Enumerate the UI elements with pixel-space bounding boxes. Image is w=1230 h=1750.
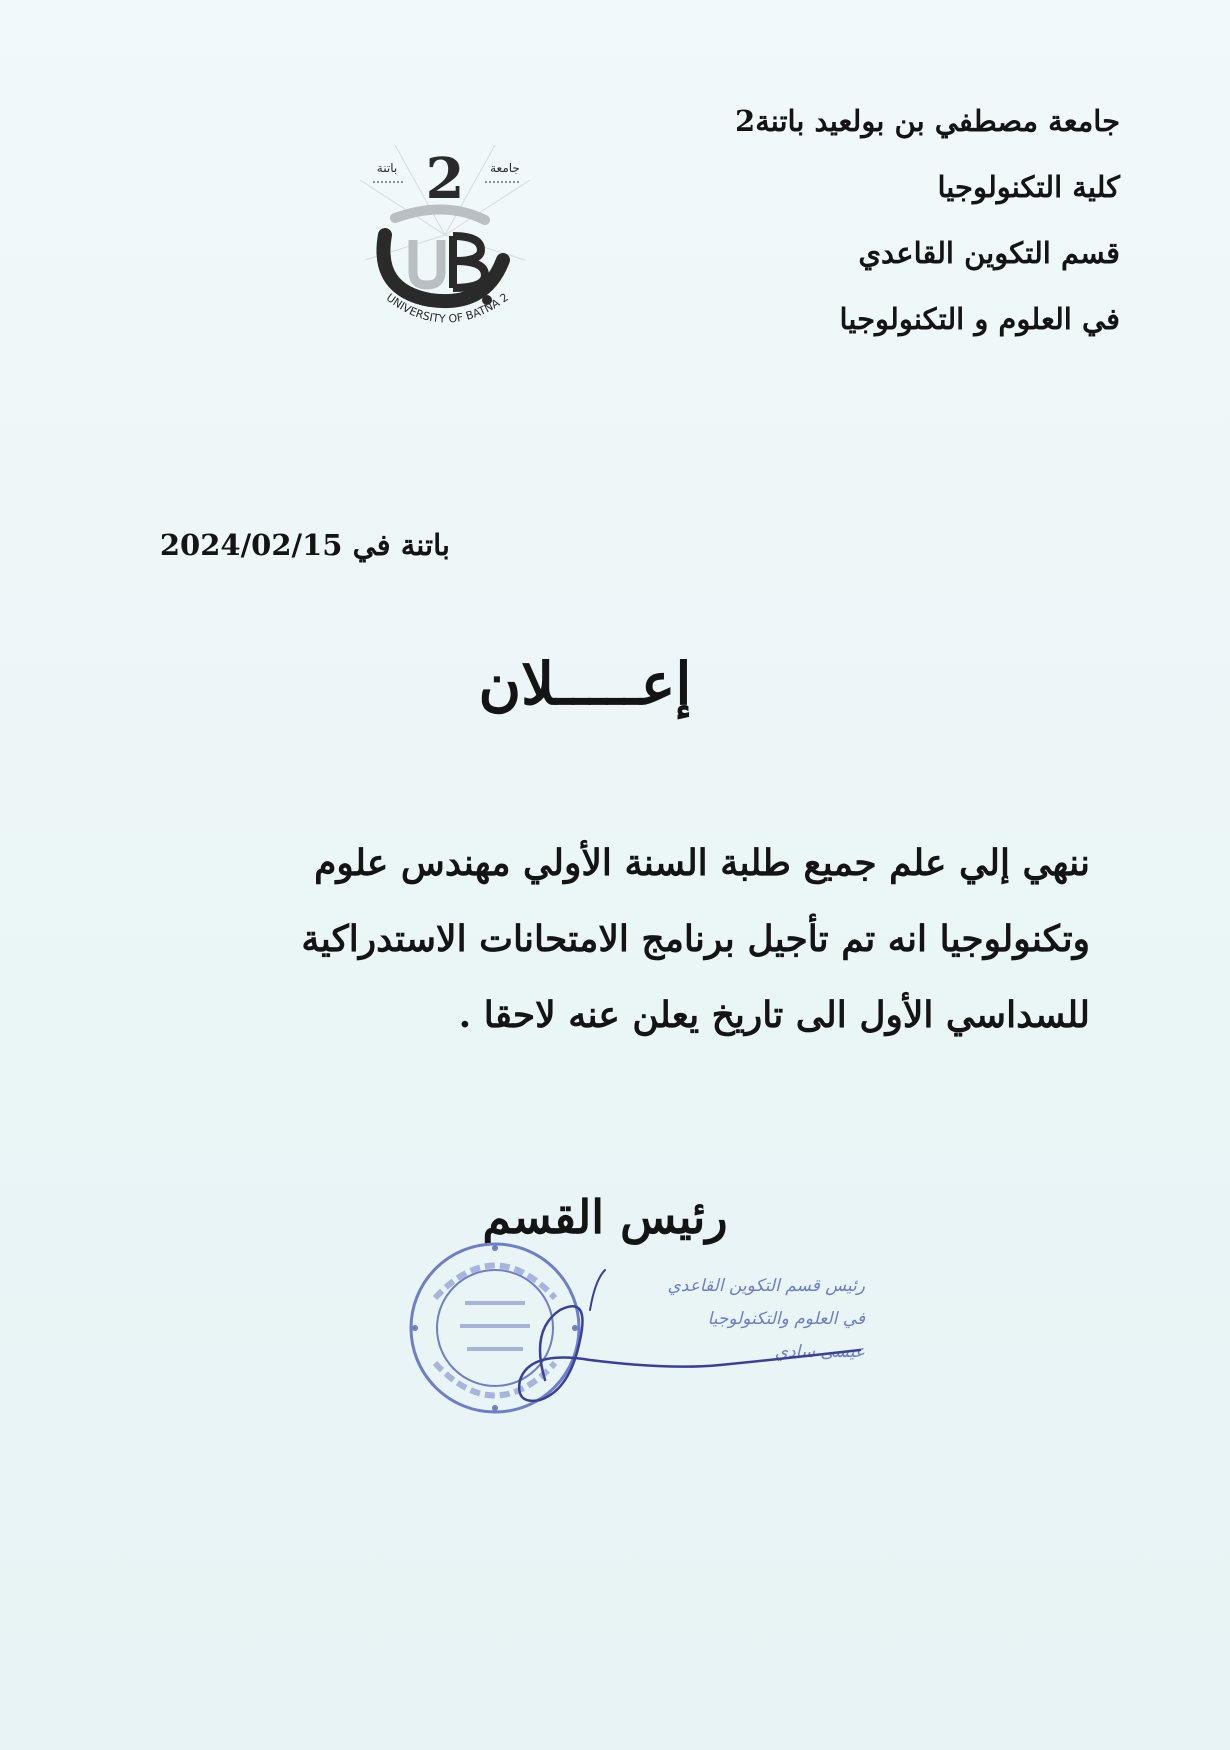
- svg-text:باتنة: باتنة: [376, 161, 398, 175]
- announcement-line: للسداسي الأول الى تاريخ يعلن عنه لاحقا .: [458, 994, 1090, 1036]
- department-field: في العلوم و التكنولوجيا: [839, 302, 1120, 336]
- university-name: جامعة مصطفي بن بولعيد باتنة2: [735, 104, 1120, 138]
- stamp-line: رئيس قسم التكوين القاعدي: [667, 1276, 865, 1296]
- stamp-line: عيسى سادي: [774, 1342, 865, 1362]
- university-of-batna-2-logo-icon: [355, 140, 535, 335]
- signer-title: رئيس القسم: [482, 1190, 728, 1244]
- handwritten-signature-icon: [470, 1250, 870, 1420]
- faculty-name: كلية التكنولوجيا: [937, 170, 1120, 204]
- date-line: باتنة في 2024/02/15: [159, 528, 450, 562]
- svg-text:UNIVERSITY OF BATNA 2: UNIVERSITY OF BATNA 2: [383, 290, 511, 326]
- announcement-line: ننهي إلي علم جميع طلبة السنة الأولي مهندس علوم: [314, 842, 1090, 884]
- announcement-line: وتكنولوجيا انه تم تأجيل برنامج الامتحانات الاستدراكية: [301, 918, 1090, 960]
- announcement-title: إعـــــلان: [478, 650, 692, 718]
- svg-text:2: 2: [425, 146, 465, 212]
- institution-header: [660, 88, 1120, 352]
- announcement-body: [150, 825, 1090, 1053]
- department-name: قسم التكوين القاعدي: [858, 236, 1120, 270]
- svg-text:جامعة: جامعة: [490, 161, 520, 175]
- stamp-line: في العلوم والتكنولوجيا: [707, 1309, 865, 1329]
